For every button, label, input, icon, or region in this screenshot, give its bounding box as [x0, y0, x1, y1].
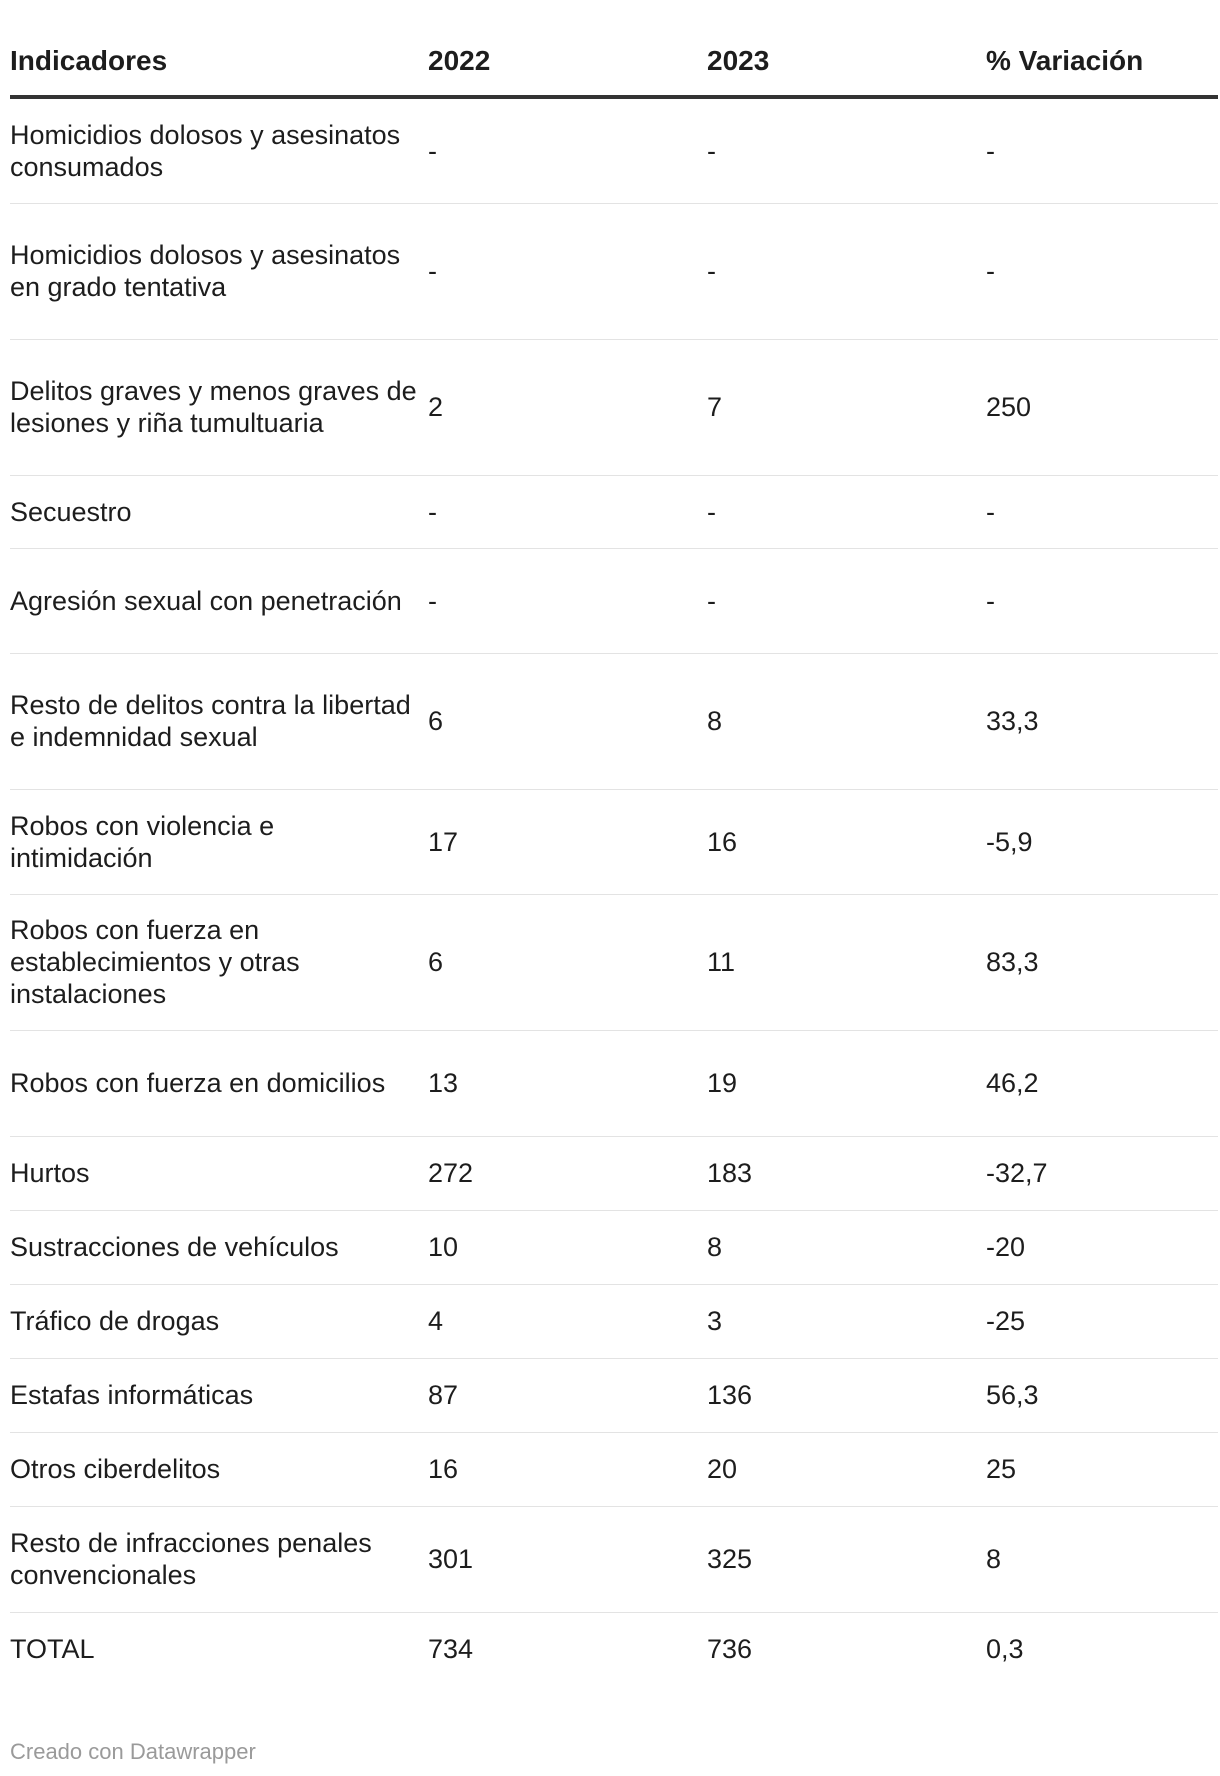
cell-2022: 10: [428, 1210, 707, 1284]
column-header-indicadores[interactable]: Indicadores: [10, 0, 428, 97]
cell-2023: 19: [707, 1030, 986, 1136]
cell-2022: -: [428, 97, 707, 203]
row-label: Agresión sexual con penetración: [10, 548, 428, 653]
table-row: [10, 1030, 1218, 1136]
cell-2022: 16: [428, 1432, 707, 1506]
cell-2022: 6: [428, 894, 707, 1030]
table-row: [10, 1284, 1218, 1358]
cell-variacion: 33,3: [986, 653, 1218, 789]
cell-variacion: -: [986, 203, 1218, 339]
cell-2023: 183: [707, 1136, 986, 1210]
row-label: Hurtos: [10, 1136, 428, 1210]
cell-2023: -: [707, 203, 986, 339]
row-label: Otros ciberdelitos: [10, 1432, 428, 1506]
cell-variacion: -: [986, 97, 1218, 203]
cell-variacion: 46,2: [986, 1030, 1218, 1136]
cell-variacion: -20: [986, 1210, 1218, 1284]
cell-2022: 6: [428, 653, 707, 789]
row-label: Homicidios dolosos y asesinatos consumados: [10, 97, 428, 203]
cell-2023: -: [707, 97, 986, 203]
cell-2023: 8: [707, 1210, 986, 1284]
table-row: [10, 548, 1218, 653]
table-header: [10, 0, 1218, 97]
table-row: [10, 1432, 1218, 1506]
cell-variacion: -32,7: [986, 1136, 1218, 1210]
row-label: Resto de delitos contra la libertad e indemnidad sexual: [10, 653, 428, 789]
cell-2023: 325: [707, 1506, 986, 1612]
table-row: [10, 894, 1218, 1030]
row-label: TOTAL: [10, 1634, 95, 1665]
cell-2022: -: [428, 203, 707, 339]
cell-2023: 136: [707, 1358, 986, 1432]
cell-2023: 736: [707, 1634, 753, 1665]
cell-2022: 301: [428, 1506, 707, 1612]
row-label: Robos con fuerza en domicilios: [10, 1030, 428, 1136]
cell-variacion: 83,3: [986, 894, 1218, 1030]
table-body: [10, 97, 1218, 1686]
row-label: Estafas informáticas: [10, 1358, 428, 1432]
cell-variacion: -: [986, 548, 1218, 653]
cell-2023: -: [707, 548, 986, 653]
header-row: [10, 0, 1218, 97]
table-row: [10, 1136, 1218, 1210]
table-row: [10, 789, 1218, 894]
cell-variacion: 250: [986, 339, 1218, 475]
cell-2023: 16: [707, 789, 986, 894]
datawrapper-credit[interactable]: Creado con Datawrapper: [10, 1739, 256, 1764]
row-label: Robos con violencia e intimidación: [10, 789, 428, 894]
cell-variacion: 56,3: [986, 1358, 1218, 1432]
row-label: Secuestro: [10, 475, 428, 548]
cell-2023: 8: [707, 653, 986, 789]
cell-2022: 17: [428, 789, 707, 894]
cell-2023: 3: [707, 1284, 986, 1358]
table-row: [10, 475, 1218, 548]
cell-2022: 272: [428, 1136, 707, 1210]
cell-variacion: -: [986, 475, 1218, 548]
column-header-variacion[interactable]: % Variación: [986, 0, 1218, 97]
crime-indicators-table: [10, 0, 1218, 1686]
cell-2023: 20: [707, 1432, 986, 1506]
row-label: Robos con fuerza en establecimientos y otras instalaciones: [10, 894, 428, 1030]
table-row: [10, 339, 1218, 475]
data-table-container: [10, 0, 1218, 1686]
cell-2022: 4: [428, 1284, 707, 1358]
cell-variacion: -25: [986, 1284, 1218, 1358]
cell-2023: 7: [707, 339, 986, 475]
cell-variacion: 0,3: [986, 1634, 1024, 1665]
cell-2022: 87: [428, 1358, 707, 1432]
table-row: [10, 1210, 1218, 1284]
table-total-row: [10, 1612, 1218, 1686]
row-label: Tráfico de drogas: [10, 1284, 428, 1358]
cell-2023: -: [707, 475, 986, 548]
table-row: [10, 1358, 1218, 1432]
cell-variacion: 25: [986, 1432, 1218, 1506]
cell-2022: 2: [428, 339, 707, 475]
cell-variacion: 8: [986, 1506, 1218, 1612]
row-label: Sustracciones de vehículos: [10, 1210, 428, 1284]
table-row: [10, 97, 1218, 203]
column-header-2023[interactable]: 2023: [707, 0, 986, 97]
cell-2022: -: [428, 475, 707, 548]
cell-2022: 13: [428, 1030, 707, 1136]
cell-2023: 11: [707, 894, 986, 1030]
table-row: [10, 653, 1218, 789]
cell-2022: 734: [428, 1634, 474, 1665]
cell-variacion: -5,9: [986, 789, 1218, 894]
cell-2022: -: [428, 548, 707, 653]
column-header-2022[interactable]: 2022: [428, 0, 707, 97]
table-row: [10, 1506, 1218, 1612]
row-label: Resto de infracciones penales convencionales: [10, 1506, 428, 1612]
table-row: [10, 203, 1218, 339]
row-label: Delitos graves y menos graves de lesiones y riña tumultuaria: [10, 339, 428, 475]
row-label: Homicidios dolosos y asesinatos en grado tentativa: [10, 203, 428, 339]
